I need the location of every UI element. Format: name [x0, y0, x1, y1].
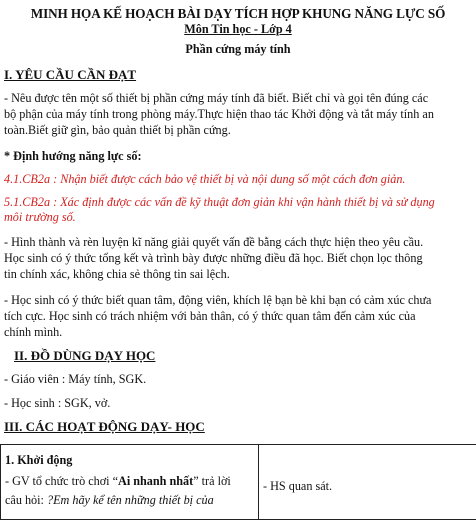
subject-line: Môn Tin học - Lớp 4	[0, 22, 476, 37]
activity-line-2: câu hỏi: ?Em hãy kể tên những thiết bị của	[5, 493, 254, 508]
section-1-heading: I. YÊU CẦU CẦN ĐẠT	[4, 67, 136, 82]
skills-line-2: Học sinh có ý thức tổng kết và trình bày được những điều đã học. Biết chọn lọc thông	[4, 251, 423, 266]
teacher-materials: - Giáo viên : Máy tính, SGK.	[4, 372, 146, 387]
activities-table	[0, 444, 476, 520]
digital-competency-heading: * Định hướng năng lực số:	[4, 149, 142, 164]
section-3-heading: III. CÁC HOẠT ĐỘNG DẠY- HỌC	[4, 419, 205, 434]
requirement-line-3: toàn.Biết giữ gìn, bảo quản thiết bị phần cứng.	[4, 123, 231, 138]
competency-5-1-line-2: môi trường số.	[4, 210, 76, 225]
student-materials: - Học sinh : SGK, vở.	[4, 396, 110, 411]
student-activity-text: - HS quan sát.	[263, 479, 472, 494]
teacher-activity-cell	[1, 445, 259, 520]
document-title: MINH HỌA KẾ HOẠCH BÀI DẠY TÍCH HỢP KHUNG NĂNG LỰC SỐ	[0, 6, 476, 21]
activity-line-1: - GV tổ chức trò chơi “Ai nhanh nhất” trả lời	[5, 474, 254, 489]
lesson-title: Phần cứng máy tính	[0, 42, 476, 57]
competency-5-1-line-1: 5.1.CB2a : Xác định được các vấn đề kỹ thuật đơn giản khi vận hành thiết bị và sử dụng	[4, 195, 435, 210]
requirement-line-2: bộ phận của máy tính trong phòng máy.Thực hiện thao tác Khởi động và tắt máy tính an	[4, 107, 434, 122]
table-row	[1, 445, 476, 520]
section-2-heading: II. ĐỒ DÙNG DẠY HỌC	[14, 348, 155, 363]
attitude-line-1: - Học sinh có ý thức biết quan tâm, động viên, khích lệ bạn bè khi bạn có cảm xúc chưa	[4, 293, 431, 308]
skills-line-3: tin chính xác, không chia sẻ thông tin sai lệch.	[4, 267, 230, 282]
competency-4-1: 4.1.CB2a : Nhận biết được cách bảo vệ thiết bị và nội dung số một cách đơn giản.	[4, 172, 405, 187]
activity-question: ?Em hãy kể tên những thiết bị của	[47, 493, 214, 507]
student-activity-cell	[259, 445, 476, 520]
attitude-line-2: tích cực. Học sinh có trách nhiệm với bản thân, có ý thức quan tâm đến cảm xúc của	[4, 309, 416, 324]
game-name: Ai nhanh nhất	[118, 474, 193, 488]
skills-line-1: - Hình thành và rèn luyện kĩ năng giải quyết vấn đề bằng cách thực hiện theo yêu cầu.	[4, 235, 423, 250]
attitude-line-3: chính mình.	[4, 325, 62, 340]
requirement-line-1: - Nêu được tên một số thiết bị phần cứng máy tính đã biết. Biết chỉ và gọi tên đúng các	[4, 91, 428, 106]
activity-heading: 1. Khởi động	[5, 453, 254, 468]
